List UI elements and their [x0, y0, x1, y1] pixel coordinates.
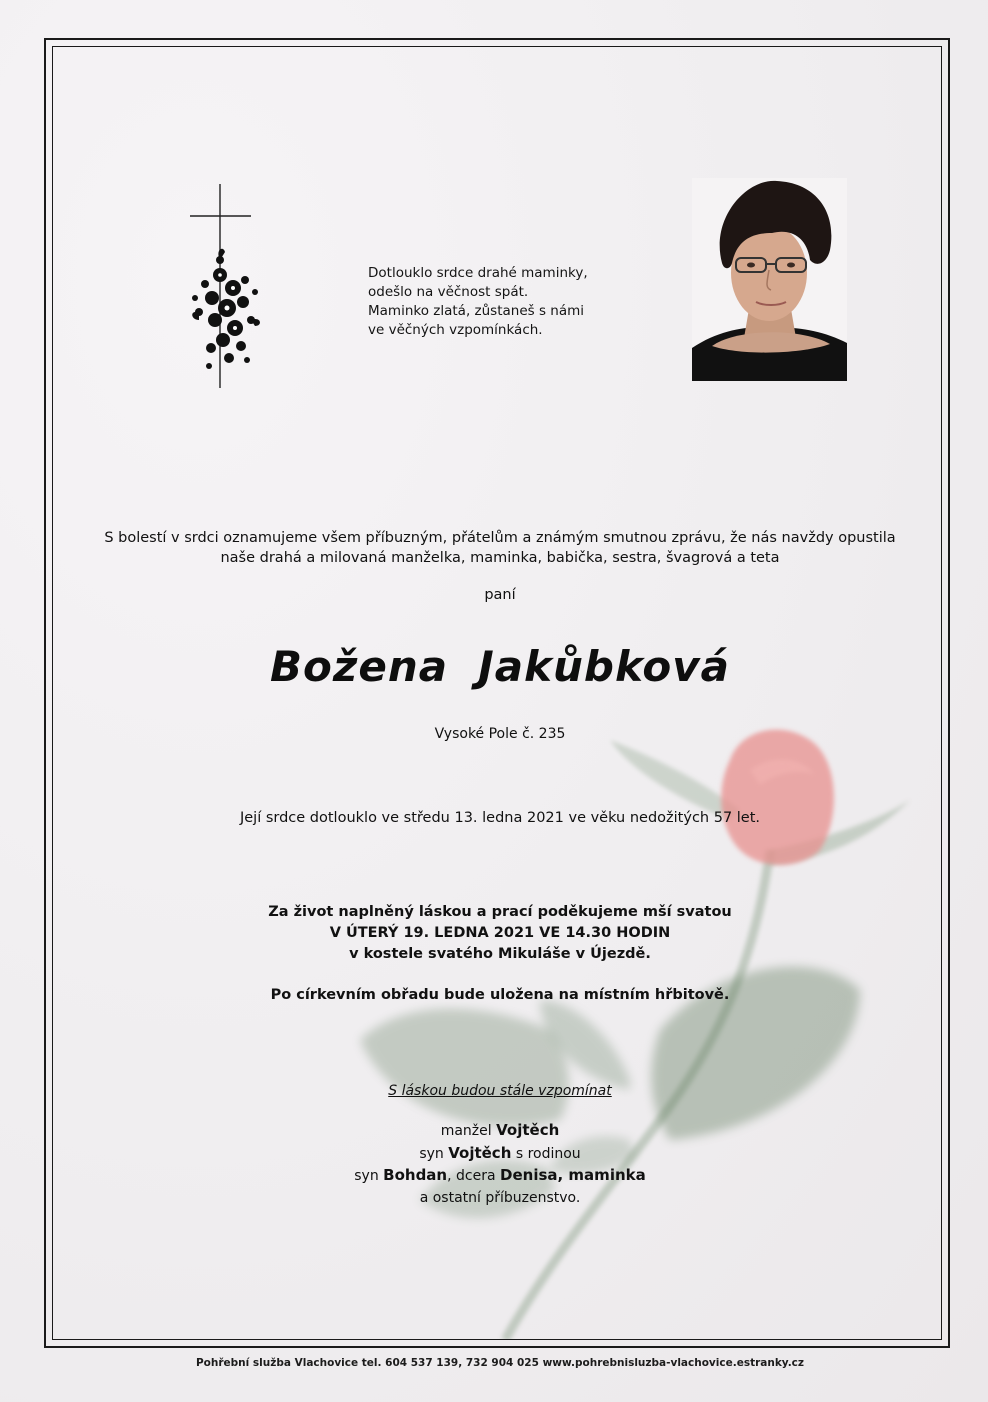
- deceased-first-name: Božena: [270, 642, 449, 691]
- mourner-suffix: s rodinou: [511, 1145, 581, 1162]
- mourner-relation: manžel: [440, 1123, 497, 1139]
- mourner-relation: syn: [354, 1168, 384, 1184]
- deceased-address: Vysoké Pole č. 235: [434, 726, 566, 742]
- mourners-list: [60, 1120, 940, 1209]
- cross-with-flowers-icon: [185, 180, 285, 392]
- mourner-row: [60, 1165, 940, 1188]
- mourner-name: Vojtěch: [448, 1143, 512, 1162]
- memorial-verse: [368, 264, 588, 340]
- mourner-name: Vojtěch: [496, 1121, 560, 1139]
- announcement-line: naše drahá a milovaná manželka, maminka, babička, sestra, švagrová a teta: [220, 550, 780, 566]
- ceremony-info: [60, 902, 940, 965]
- ceremony-line: Za život naplněný láskou a prací poděkujeme mší svatou: [268, 904, 732, 920]
- burial-info: Po církevním obřadu bude uložena na místním hřbitově.: [270, 987, 730, 1003]
- mourner-relation: syn: [419, 1145, 449, 1162]
- announcement-line: S bolestí v srdci oznamujeme všem příbuzným, přátelům a známým smutnou zprávu, že nás navždy opustila: [104, 530, 896, 546]
- verse-line: odešlo na věčnost spát.: [368, 284, 529, 300]
- title-word: paní: [484, 587, 516, 603]
- ceremony-location: v kostele svatého Mikuláše v Újezdě.: [349, 946, 651, 962]
- verse-line: ve věčných vzpomínkách.: [368, 322, 543, 338]
- verse-line: Maminko zlatá, zůstaneš s námi: [368, 303, 585, 319]
- mourner-row: [60, 1143, 940, 1166]
- announcement: [60, 528, 940, 568]
- deceased-name: [60, 642, 940, 691]
- mourner-name: Denisa, maminka: [500, 1166, 646, 1184]
- death-notice: Její srdce dotlouklo ve středu 13. ledna 2021 ve věku nedožitých 57 let.: [239, 810, 761, 826]
- funeral-service-footer: Pohřební služba Vlachovice tel. 604 537 139, 732 904 025 www.pohrebnisluzba-vlachovice.estranky.cz: [195, 1357, 805, 1369]
- mourner-row: a ostatní příbuzenstvo.: [419, 1189, 581, 1206]
- mourner-row: [60, 1120, 940, 1143]
- deceased-last-name: Jakůbková: [478, 642, 730, 691]
- mourner-name: Bohdan: [383, 1166, 448, 1184]
- mourner-relation: , dcera: [447, 1168, 501, 1184]
- portrait-photo: [692, 178, 847, 381]
- ceremony-date: V ÚTERÝ 19. LEDNA 2021 VE 14.30 HODIN: [329, 925, 671, 941]
- verse-line: Dotlouklo srdce drahé maminky,: [368, 265, 588, 281]
- mourners-heading: S láskou budou stále vzpomínat: [388, 1083, 612, 1099]
